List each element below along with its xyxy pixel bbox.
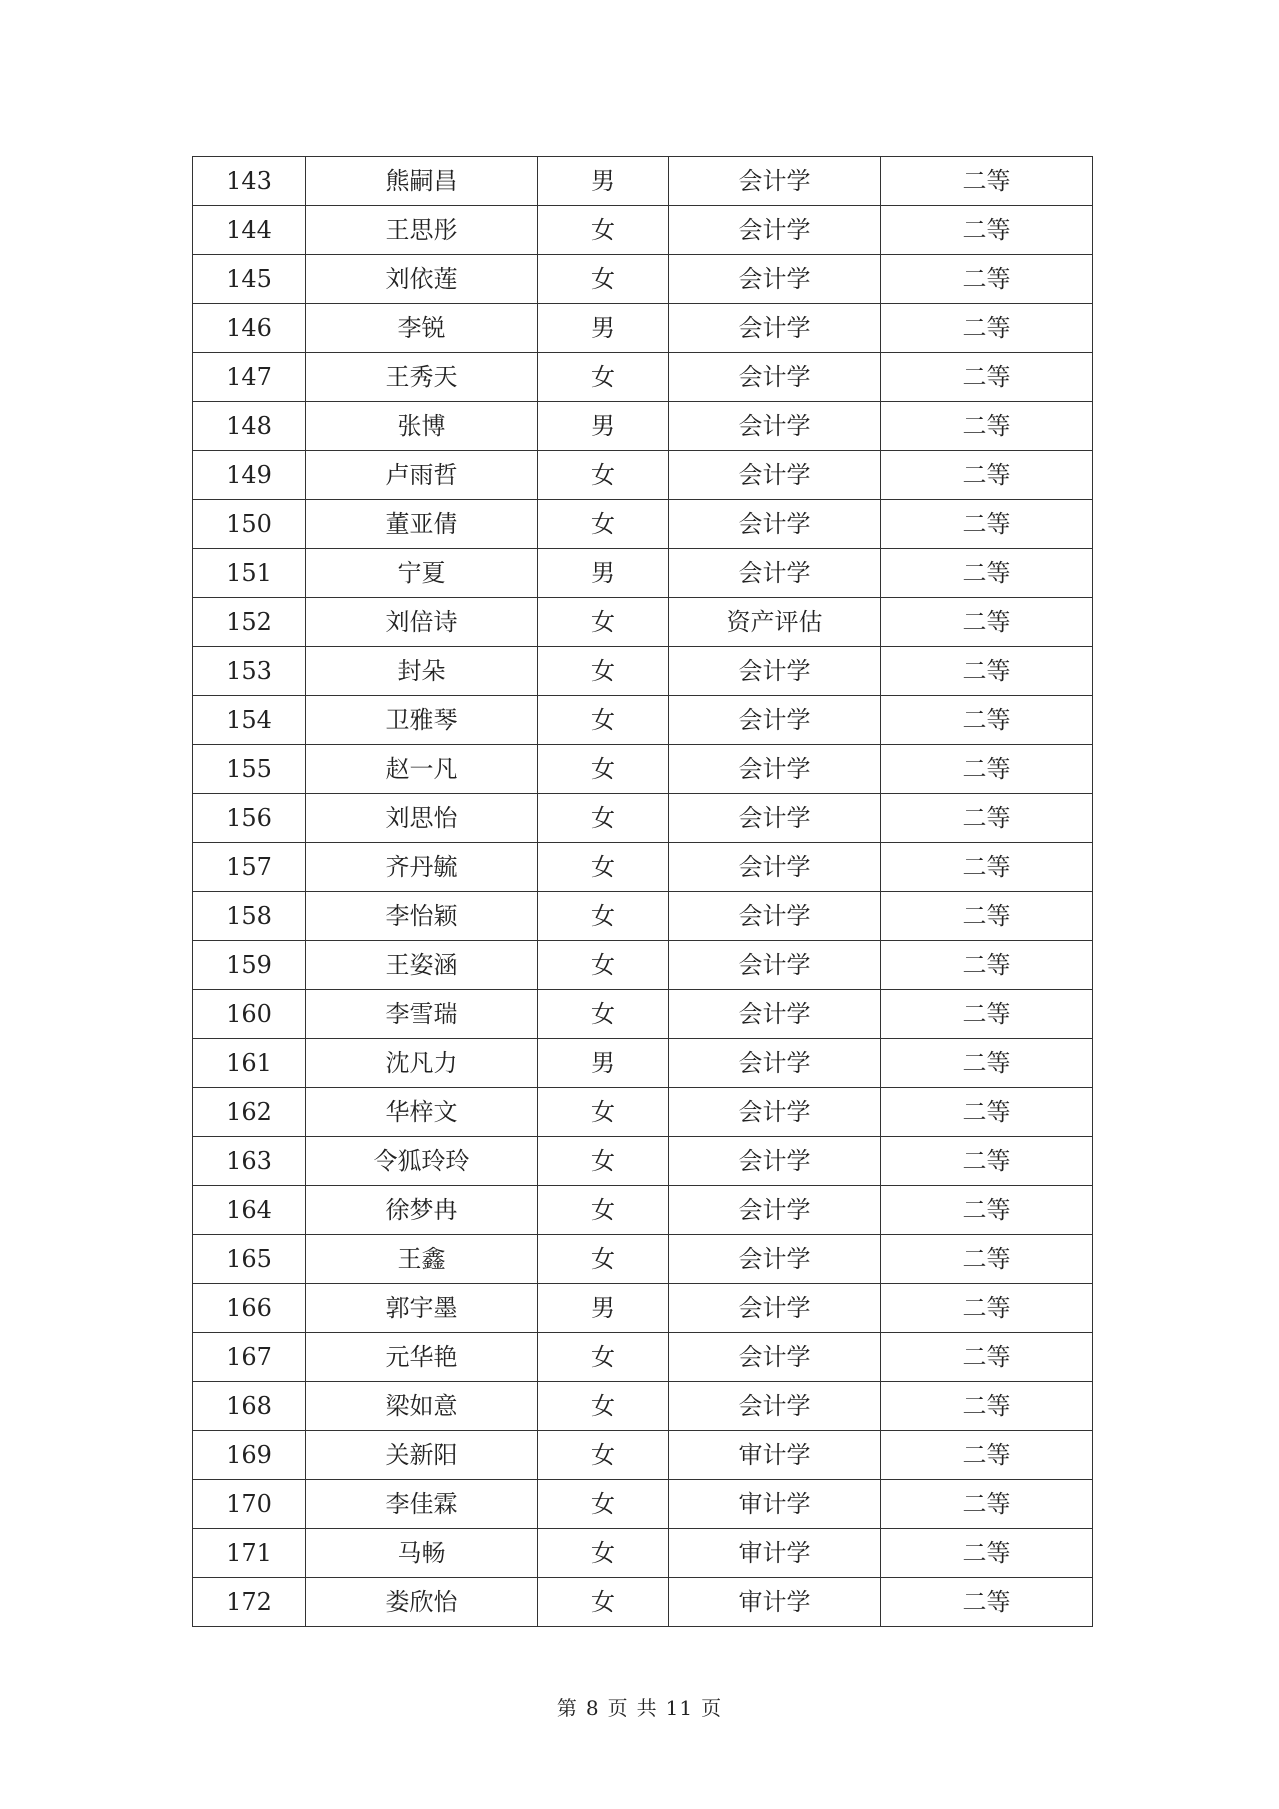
footer-ye2: 页	[701, 1696, 723, 1720]
table-row	[193, 1431, 1093, 1480]
gender-cell: 女	[538, 1480, 669, 1529]
student-name-cell: 李怡颖	[306, 892, 538, 941]
major-cell: 审计学	[669, 1431, 881, 1480]
gender-cell: 女	[538, 1578, 669, 1627]
table-row	[193, 1333, 1093, 1382]
student-name-cell: 元华艳	[306, 1333, 538, 1382]
gender-cell: 男	[538, 1284, 669, 1333]
gender-cell: 女	[538, 745, 669, 794]
row-number-cell: 172	[193, 1578, 306, 1627]
student-name-cell: 董亚倩	[306, 500, 538, 549]
gender-cell: 女	[538, 794, 669, 843]
student-name-cell: 梁如意	[306, 1382, 538, 1431]
row-number-cell: 156	[193, 794, 306, 843]
row-number-cell: 163	[193, 1137, 306, 1186]
major-cell: 审计学	[669, 1480, 881, 1529]
table-row	[193, 941, 1093, 990]
table-row	[193, 1137, 1093, 1186]
major-cell: 资产评估	[669, 598, 881, 647]
row-number-cell: 145	[193, 255, 306, 304]
gender-cell: 女	[538, 255, 669, 304]
footer-di: 第	[556, 1696, 578, 1720]
row-number-cell: 143	[193, 157, 306, 206]
award-grade-cell: 二等	[881, 1137, 1093, 1186]
table-row	[193, 1088, 1093, 1137]
student-name-cell: 熊嗣昌	[306, 157, 538, 206]
row-number-cell: 161	[193, 1039, 306, 1088]
table-row	[193, 745, 1093, 794]
award-grade-cell: 二等	[881, 1578, 1093, 1627]
row-number-cell: 160	[193, 990, 306, 1039]
table-row	[193, 549, 1093, 598]
student-name-cell: 华梓文	[306, 1088, 538, 1137]
student-name-cell: 王姿涵	[306, 941, 538, 990]
award-grade-cell: 二等	[881, 206, 1093, 255]
student-name-cell: 娄欣怡	[306, 1578, 538, 1627]
major-cell: 审计学	[669, 1529, 881, 1578]
row-number-cell: 157	[193, 843, 306, 892]
student-name-cell: 马畅	[306, 1529, 538, 1578]
gender-cell: 女	[538, 451, 669, 500]
row-number-cell: 171	[193, 1529, 306, 1578]
gender-cell: 女	[538, 843, 669, 892]
gender-cell: 女	[538, 206, 669, 255]
major-cell: 会计学	[669, 941, 881, 990]
row-number-cell: 159	[193, 941, 306, 990]
gender-cell: 男	[538, 1039, 669, 1088]
award-grade-cell: 二等	[881, 353, 1093, 402]
gender-cell: 女	[538, 1235, 669, 1284]
major-cell: 会计学	[669, 892, 881, 941]
gender-cell: 女	[538, 1431, 669, 1480]
award-grade-cell: 二等	[881, 941, 1093, 990]
footer-total-pages: 11	[665, 1696, 694, 1720]
major-cell: 会计学	[669, 402, 881, 451]
student-name-cell: 张博	[306, 402, 538, 451]
award-grade-cell: 二等	[881, 1529, 1093, 1578]
table-row	[193, 500, 1093, 549]
gender-cell: 女	[538, 1333, 669, 1382]
student-name-cell: 令狐玲玲	[306, 1137, 538, 1186]
table-row	[193, 1186, 1093, 1235]
award-grade-cell: 二等	[881, 696, 1093, 745]
gender-cell: 女	[538, 696, 669, 745]
table-row	[193, 1284, 1093, 1333]
student-name-cell: 封朵	[306, 647, 538, 696]
award-grade-cell: 二等	[881, 647, 1093, 696]
major-cell: 会计学	[669, 549, 881, 598]
award-grade-cell: 二等	[881, 500, 1093, 549]
roster-body	[193, 157, 1093, 1627]
gender-cell: 女	[538, 1137, 669, 1186]
major-cell: 会计学	[669, 353, 881, 402]
table-row	[193, 647, 1093, 696]
table-row	[193, 598, 1093, 647]
major-cell: 会计学	[669, 1284, 881, 1333]
major-cell: 会计学	[669, 745, 881, 794]
award-grade-cell: 二等	[881, 990, 1093, 1039]
award-grade-cell: 二等	[881, 402, 1093, 451]
student-name-cell: 郭宇墨	[306, 1284, 538, 1333]
table-row	[193, 843, 1093, 892]
row-number-cell: 162	[193, 1088, 306, 1137]
award-grade-cell: 二等	[881, 157, 1093, 206]
student-name-cell: 齐丹毓	[306, 843, 538, 892]
award-grade-cell: 二等	[881, 1333, 1093, 1382]
award-grade-cell: 二等	[881, 892, 1093, 941]
row-number-cell: 154	[193, 696, 306, 745]
major-cell: 会计学	[669, 1186, 881, 1235]
student-name-cell: 徐梦冉	[306, 1186, 538, 1235]
gender-cell: 女	[538, 500, 669, 549]
award-roster-table	[192, 156, 1093, 1627]
award-grade-cell: 二等	[881, 1480, 1093, 1529]
footer-gong: 共	[636, 1696, 658, 1720]
gender-cell: 女	[538, 598, 669, 647]
gender-cell: 女	[538, 353, 669, 402]
award-grade-cell: 二等	[881, 255, 1093, 304]
student-name-cell: 刘依莲	[306, 255, 538, 304]
page-footer	[0, 1692, 1279, 1721]
award-grade-cell: 二等	[881, 549, 1093, 598]
row-number-cell: 146	[193, 304, 306, 353]
row-number-cell: 150	[193, 500, 306, 549]
student-name-cell: 沈凡力	[306, 1039, 538, 1088]
award-grade-cell: 二等	[881, 843, 1093, 892]
gender-cell: 男	[538, 402, 669, 451]
row-number-cell: 152	[193, 598, 306, 647]
student-name-cell: 刘倍诗	[306, 598, 538, 647]
student-name-cell: 李雪瑞	[306, 990, 538, 1039]
award-grade-cell: 二等	[881, 598, 1093, 647]
award-grade-cell: 二等	[881, 794, 1093, 843]
major-cell: 会计学	[669, 1039, 881, 1088]
row-number-cell: 155	[193, 745, 306, 794]
major-cell: 会计学	[669, 451, 881, 500]
row-number-cell: 164	[193, 1186, 306, 1235]
major-cell: 会计学	[669, 255, 881, 304]
student-name-cell: 王秀天	[306, 353, 538, 402]
table-row	[193, 1578, 1093, 1627]
major-cell: 会计学	[669, 1088, 881, 1137]
major-cell: 会计学	[669, 647, 881, 696]
row-number-cell: 153	[193, 647, 306, 696]
major-cell: 会计学	[669, 1382, 881, 1431]
major-cell: 会计学	[669, 794, 881, 843]
student-name-cell: 关新阳	[306, 1431, 538, 1480]
major-cell: 会计学	[669, 500, 881, 549]
table-row	[193, 1480, 1093, 1529]
table-row	[193, 402, 1093, 451]
student-name-cell: 李锐	[306, 304, 538, 353]
row-number-cell: 149	[193, 451, 306, 500]
table-row	[193, 304, 1093, 353]
gender-cell: 女	[538, 1382, 669, 1431]
gender-cell: 女	[538, 892, 669, 941]
table-row	[193, 696, 1093, 745]
award-grade-cell: 二等	[881, 1284, 1093, 1333]
award-grade-cell: 二等	[881, 304, 1093, 353]
award-grade-cell: 二等	[881, 451, 1093, 500]
gender-cell: 男	[538, 157, 669, 206]
table-row	[193, 353, 1093, 402]
award-grade-cell: 二等	[881, 1382, 1093, 1431]
table-row	[193, 451, 1093, 500]
award-grade-cell: 二等	[881, 1431, 1093, 1480]
table-row	[193, 892, 1093, 941]
row-number-cell: 148	[193, 402, 306, 451]
student-name-cell: 王鑫	[306, 1235, 538, 1284]
gender-cell: 女	[538, 1529, 669, 1578]
table-row	[193, 1529, 1093, 1578]
table-row	[193, 1235, 1093, 1284]
major-cell: 审计学	[669, 1578, 881, 1627]
table-row	[193, 990, 1093, 1039]
table-row	[193, 206, 1093, 255]
row-number-cell: 169	[193, 1431, 306, 1480]
major-cell: 会计学	[669, 696, 881, 745]
footer-page-number: 8	[585, 1696, 600, 1720]
major-cell: 会计学	[669, 990, 881, 1039]
student-name-cell: 刘思怡	[306, 794, 538, 843]
award-grade-cell: 二等	[881, 1039, 1093, 1088]
major-cell: 会计学	[669, 206, 881, 255]
major-cell: 会计学	[669, 304, 881, 353]
gender-cell: 女	[538, 647, 669, 696]
gender-cell: 男	[538, 549, 669, 598]
student-name-cell: 李佳霖	[306, 1480, 538, 1529]
gender-cell: 女	[538, 1186, 669, 1235]
major-cell: 会计学	[669, 1333, 881, 1382]
student-name-cell: 王思彤	[306, 206, 538, 255]
row-number-cell: 151	[193, 549, 306, 598]
major-cell: 会计学	[669, 1235, 881, 1284]
table-row	[193, 1382, 1093, 1431]
table-row	[193, 157, 1093, 206]
row-number-cell: 165	[193, 1235, 306, 1284]
gender-cell: 女	[538, 990, 669, 1039]
row-number-cell: 168	[193, 1382, 306, 1431]
major-cell: 会计学	[669, 157, 881, 206]
gender-cell: 男	[538, 304, 669, 353]
award-grade-cell: 二等	[881, 1088, 1093, 1137]
row-number-cell: 158	[193, 892, 306, 941]
row-number-cell: 167	[193, 1333, 306, 1382]
student-name-cell: 赵一凡	[306, 745, 538, 794]
award-grade-cell: 二等	[881, 1235, 1093, 1284]
gender-cell: 女	[538, 941, 669, 990]
row-number-cell: 170	[193, 1480, 306, 1529]
table-row	[193, 1039, 1093, 1088]
award-grade-cell: 二等	[881, 745, 1093, 794]
row-number-cell: 147	[193, 353, 306, 402]
student-name-cell: 卢雨哲	[306, 451, 538, 500]
major-cell: 会计学	[669, 1137, 881, 1186]
student-name-cell: 卫雅琴	[306, 696, 538, 745]
award-grade-cell: 二等	[881, 1186, 1093, 1235]
student-name-cell: 宁夏	[306, 549, 538, 598]
table-row	[193, 794, 1093, 843]
footer-ye: 页	[607, 1696, 629, 1720]
gender-cell: 女	[538, 1088, 669, 1137]
row-number-cell: 144	[193, 206, 306, 255]
major-cell: 会计学	[669, 843, 881, 892]
row-number-cell: 166	[193, 1284, 306, 1333]
table-row	[193, 255, 1093, 304]
